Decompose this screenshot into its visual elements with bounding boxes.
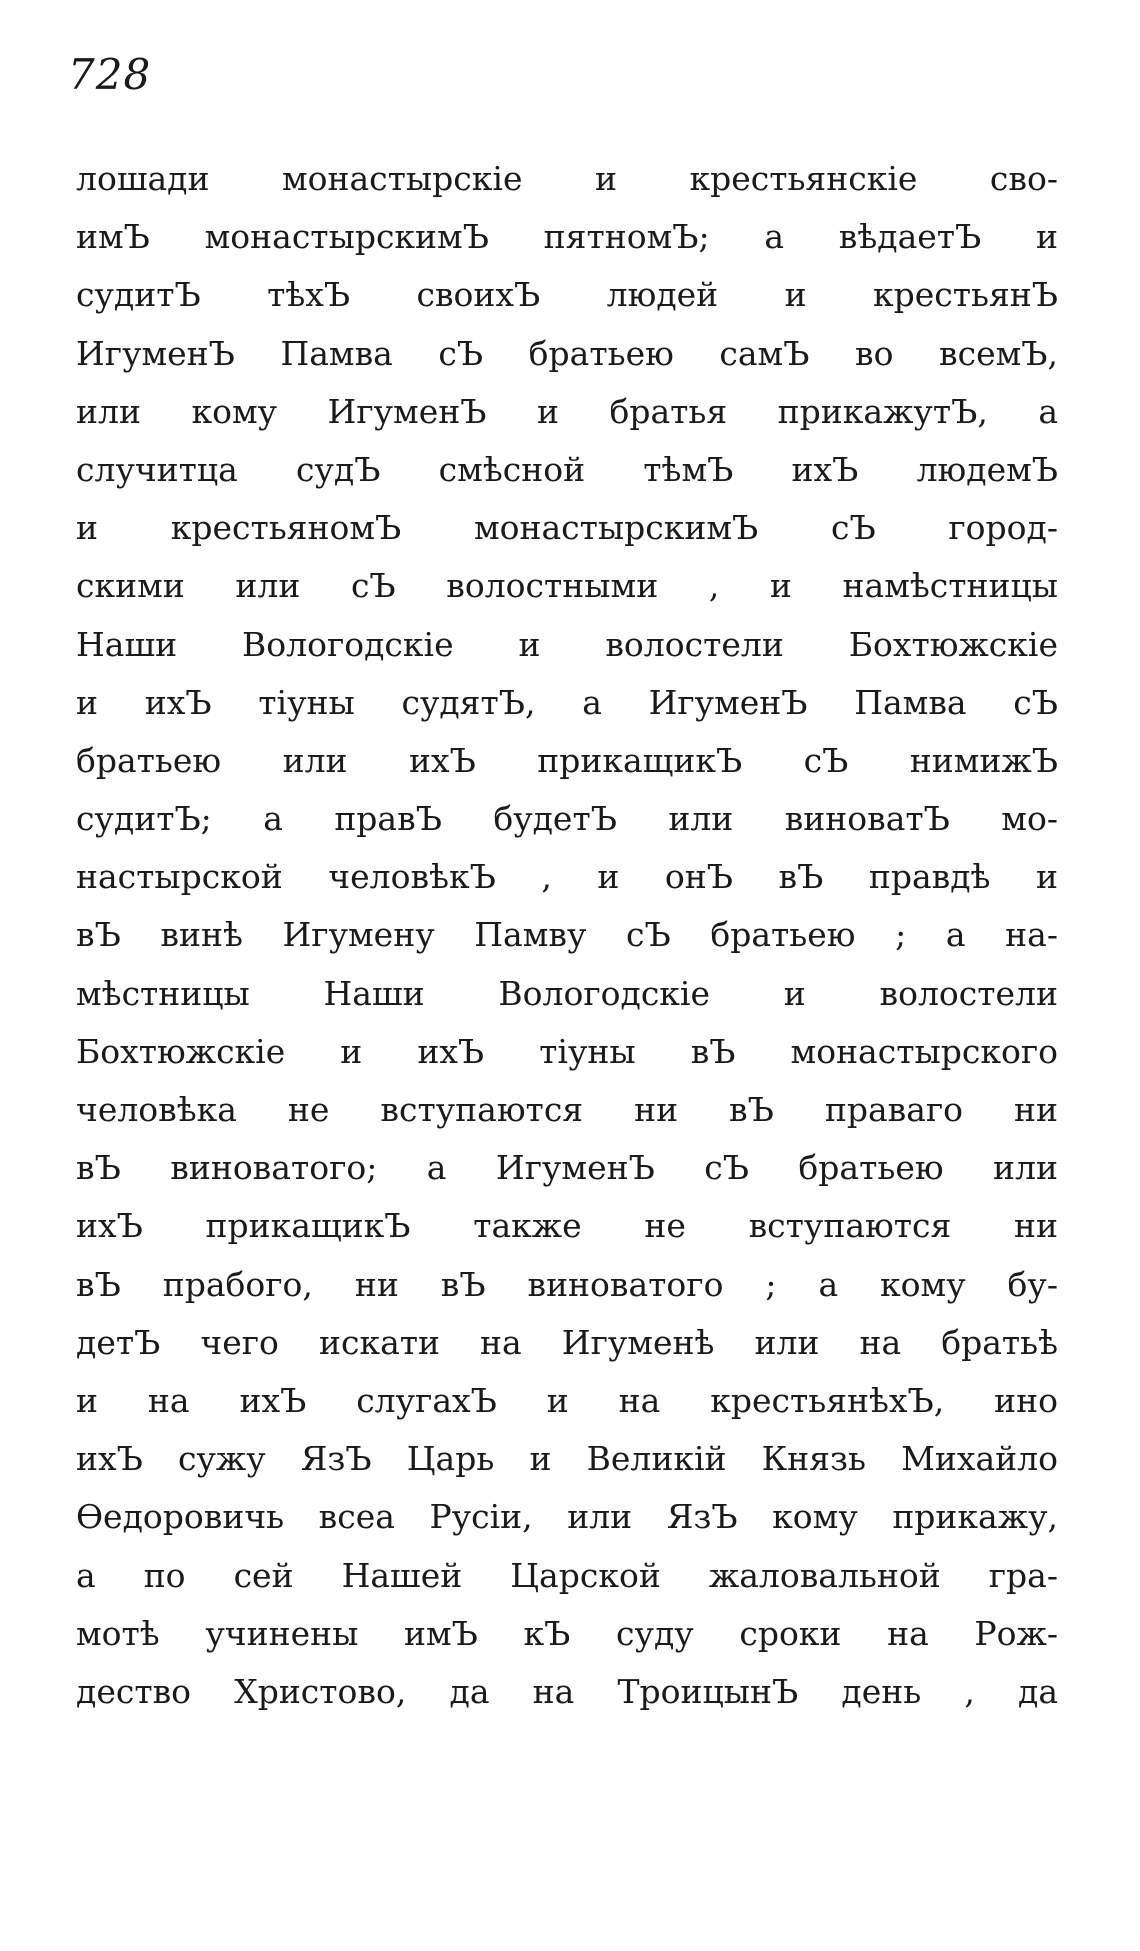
text-line: и на ихЪ слугахЪ и на крестьянѣхЪ, ино (76, 1380, 1058, 1420)
text-line: мотѣ учинены имЪ кЪ суду сроки на Рож- (76, 1613, 1058, 1653)
text-line: судитЪ тѣхЪ своихЪ людей и крестьянЪ (76, 275, 1058, 315)
text-line: вЪ виноватого; а ИгуменЪ сЪ братьею или (76, 1148, 1058, 1188)
text-line: детЪ чего искати на Игуменѣ или на братьѣ (76, 1322, 1058, 1362)
text-line: имЪ монастырскимЪ пятномЪ; а вѣдаетЪ и (76, 217, 1058, 257)
text-line: лошади монастырскіе и крестьянскіе сво- (76, 159, 1058, 198)
text-line: вЪ прабого, ни вЪ виноватого ; а кому бу- (76, 1264, 1058, 1304)
text-line: а по сей Нашей Царской жаловальной гра- (76, 1555, 1058, 1595)
text-line: братьею или ихЪ прикащикЪ сЪ нимижЪ (76, 740, 1058, 780)
text-line: ИгуменЪ Памва сЪ братьею самЪ во всемЪ, (76, 333, 1058, 373)
text-line: судитЪ; а правЪ будетЪ или виноватЪ мо- (76, 799, 1058, 839)
text-line: ихЪ прикащикЪ также не вступаются ни (76, 1206, 1058, 1246)
text-line: скими или сЪ волостными , и намѣстницы (76, 566, 1058, 606)
text-line: мѣстницы Наши Вологодскіе и волостели (76, 973, 1058, 1013)
text-line: случитца судЪ смѣсной тѣмЪ ихЪ людемЪ (76, 449, 1058, 489)
page-number: 728 (68, 50, 152, 99)
text-line: Бохтюжскіе и ихЪ тіуны вЪ монастырского (76, 1031, 1058, 1071)
text-line: Наши Вологодскіе и волостели Бохтюжскіе (76, 624, 1058, 664)
text-line: или кому ИгуменЪ и братья прикажутЪ, а (76, 391, 1058, 431)
text-line: человѣка не вступаются ни вЪ праваго ни (76, 1090, 1058, 1129)
text-line: дество Христово, да на ТроицынЪ день , да (76, 1671, 1058, 1711)
text-line: ихЪ сужу ЯзЪ Царь и Великій Князь Михайло (76, 1439, 1058, 1479)
text-line: настырской человѣкЪ , и онЪ вЪ правдѣ и (76, 857, 1058, 897)
text-line: вЪ винѣ Игумену Памву сЪ братьею ; а на- (76, 915, 1058, 955)
text-line: Ѳедоровичь всеа Русіи, или ЯзЪ кому прикажу, (76, 1497, 1058, 1537)
text-line: и крестьяномЪ монастырскимЪ сЪ город- (76, 508, 1058, 548)
text-line: и ихЪ тіуны судятЪ, а ИгуменЪ Памва сЪ (76, 682, 1058, 722)
body-text (76, 150, 1058, 1721)
